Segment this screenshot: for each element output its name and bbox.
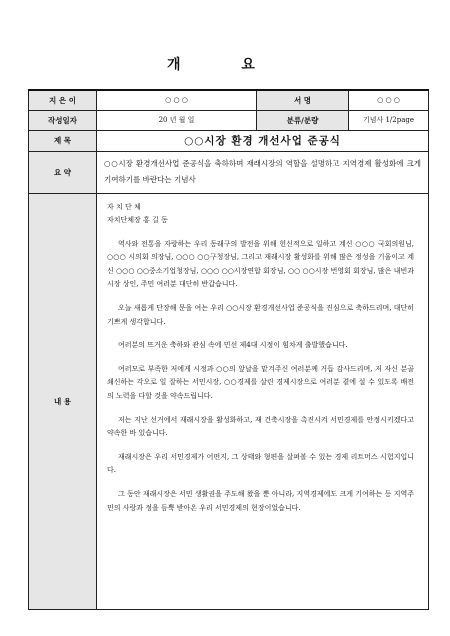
signature-value: ○ ○ ○ [349,90,429,110]
content-paragraph: 저는 지난 선거에서 재래시장을 활성화하고, 재 건축시장을 촉진시켜 서민경제를 안정시키겠다고 약속한 바 있습니다. [107,415,414,438]
salutation-line-2: 자치단체장 홍 길 동 [107,216,168,225]
content-paragraph: 그 동안 재래시장은 서민 생활권을 주도해 왔을 뿐 아니라, 지역경제에도 크게 기여하는 등 지역주민의 사랑과 정을 듬뿍 받아온 우리 서민경제의 현장이었습니다. [107,490,414,512]
content-label: 내 용 [29,193,97,609]
content-paragraph: 오늘 새롭게 단장해 문을 여는 우리 ○○시장 환경개선사업 준공식을 진심으로 축하드리며, 대단히 기쁘게 생각합니다. [107,304,414,326]
content-body [97,193,429,609]
category-value: 기념사 1/2page [349,110,429,130]
author-value: ○ ○ ○ [97,90,257,110]
subject-label: 제 목 [29,130,97,151]
summary-label: 요 약 [29,151,97,193]
content-paragraph: 여러분의 뜨거운 축하와 관심 속에 민선 제4대 시정이 힘차게 출발했습니다. [118,341,348,350]
content-paragraph: 역사와 전통을 자랑하는 우리 동래구의 발전을 위해 헌신적으로 일하고 계신 ○○○ 국회의원님, ○○○ 시의회 의장님, ○○○ ○○구청장님, 그리고 재래시장 활성화를 위해 많은 정성을 기울이고 계신 ○○○ ○○중소기업청장님, ○○○ ○○시장연합 회장님, ○○ ○○시장 번영회 회장님, 많은 내빈과 시장 상인, 주민 여러분 대단히 반갑습니다. [107,239,414,289]
summary-text: ○○시장 환경개선사업 준공식을 축하하며 재래시장의 역할을 설명하고 지역경제 활성화에 크게 기여하기를 바란다는 기념사 [97,151,429,193]
subject-value: ○○시장 환경 개선사업 준공식 [97,130,429,151]
document-title: 개 요 [167,57,283,73]
date-value: 20 년 월 일 [97,110,257,130]
signature-label: 서 명 [257,90,349,110]
date-label: 작성일자 [29,110,97,130]
salutation-line-1: 자 치 단 체 [107,202,141,211]
content-paragraph: 재래시장은 우리 서민경제가 어떤지, 그 상태와 형편을 살펴볼 수 있는 경제 리트머스 시험지입니다. [107,452,414,475]
author-label: 지 은 이 [29,90,97,110]
overview-form [28,89,429,610]
category-label: 분류/분량 [257,110,349,130]
content-paragraph: 여러모로 부족한 저에게 시정과 ○○의 앞날을 맡겨주신 여러분께 거듭 감사드리며, 저 자신 분골쇄신하는 각오로 일 잘하는 서민시장, ○○경제를 살린 경제시장으로 여러분 곁에 설 수 있도록 배전의 노력을 다할 것을 약속드립니다. [107,364,414,401]
